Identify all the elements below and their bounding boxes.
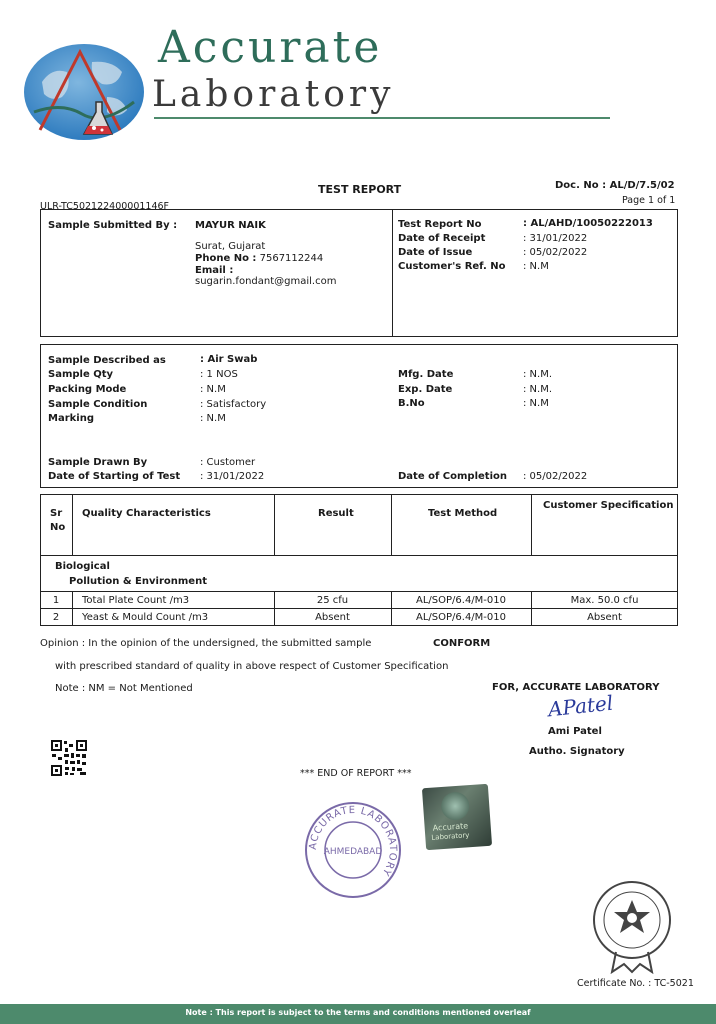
lab-logo — [22, 42, 146, 142]
exp-date-label: Exp. Date — [398, 384, 453, 395]
opinion-line2: with prescribed standard of quality in above respect of Customer Specification — [55, 661, 449, 672]
stamp-seal-icon — [303, 800, 403, 900]
drawn-by-value: : Customer — [200, 457, 256, 468]
customer-phone — [195, 253, 323, 264]
row2-spec: Absent — [587, 612, 622, 623]
col-divider-method — [531, 494, 532, 555]
row1-sr: 1 — [52, 595, 60, 606]
date-of-receipt-value: : 31/01/2022 — [523, 233, 588, 244]
start-date-label: Date of Starting of Test — [48, 471, 181, 482]
stamp-ring-text: ACCURATE LABORATORY — [307, 804, 399, 879]
phone-value: 7567112244 — [259, 253, 324, 264]
qr-code-icon — [50, 739, 88, 777]
report-title: TEST REPORT — [318, 183, 402, 196]
customer-ref-value: : N.M — [523, 261, 549, 272]
brand-name-line2: Laboratory — [152, 74, 395, 115]
row1-method: AL/SOP/6.4/M-010 — [416, 595, 506, 606]
table-row1-bottom — [40, 608, 678, 609]
packing-mode-label: Packing Mode — [48, 384, 127, 395]
ulr-number: ULR-TC502122400001146F — [40, 201, 170, 212]
submitted-by-label: Sample Submitted By : — [48, 220, 178, 231]
col-divider-result — [391, 494, 392, 555]
accreditation-seal — [590, 878, 674, 974]
subgroup-label: Pollution & Environment — [69, 576, 207, 587]
stamp-center-text: AHMEDABAD — [323, 847, 383, 857]
batch-no-value: : N.M — [523, 398, 549, 409]
header-quality: Quality Characteristics — [82, 508, 211, 519]
header-spec: Customer Specification — [543, 500, 674, 511]
lab-stamp — [303, 800, 403, 900]
signature: APatel — [546, 690, 615, 722]
mfg-date-label: Mfg. Date — [398, 369, 454, 380]
header-underline — [154, 117, 610, 119]
completion-date-value: : 05/02/2022 — [523, 471, 588, 482]
sample-qty-value: : 1 NOS — [200, 369, 238, 380]
customer-name: MAYUR NAIK — [195, 220, 266, 231]
row2-method: AL/SOP/6.4/M-010 — [416, 612, 506, 623]
signatory-name: Ami Patel — [548, 726, 602, 737]
email-label: Email : — [195, 265, 234, 276]
test-report-no-value: : AL/AHD/10050222013 — [523, 218, 653, 229]
test-report-no-label: Test Report No — [398, 219, 482, 230]
table-header-bottom — [40, 555, 678, 556]
sample-qty-label: Sample Qty — [48, 369, 114, 380]
brand-name-line1: Accurate — [158, 22, 383, 73]
phone-label: Phone No : — [195, 253, 257, 264]
customer-ref-label: Customer's Ref. No — [398, 261, 506, 272]
footer-note: Note : This report is subject to the terms and conditions mentioned overleaf — [185, 1008, 531, 1017]
hologram-globe-icon — [440, 791, 470, 821]
drawn-by-label: Sample Drawn By — [48, 457, 148, 468]
for-laboratory: FOR, ACCURATE LABORATORY — [492, 682, 660, 693]
header-result: Result — [318, 508, 354, 519]
sample-described-label: Sample Described as — [48, 355, 166, 366]
end-of-report: *** END OF REPORT *** — [300, 768, 412, 779]
start-date-value: : 31/01/2022 — [200, 471, 265, 482]
row2-quality: Yeast & Mould Count /m3 — [82, 612, 209, 623]
completion-date-label: Date of Completion — [398, 471, 507, 482]
opinion-verdict: CONFORM — [433, 638, 491, 649]
header-method: Test Method — [428, 508, 498, 519]
email-value: sugarin.fondant@gmail.com — [195, 276, 337, 287]
packing-mode-value: : N.M — [200, 384, 226, 395]
customer-city: Surat, Gujarat — [195, 241, 266, 252]
footer-bar — [0, 1004, 716, 1024]
row1-quality: Total Plate Count /m3 — [82, 595, 190, 606]
col-divider-sr-header — [72, 494, 73, 555]
row1-spec: Max. 50.0 cfu — [570, 595, 639, 606]
opinion-line1: Opinion : In the opinion of the undersigned, the submitted sample — [40, 638, 372, 649]
table-group-bottom — [40, 591, 678, 592]
row2-sr: 2 — [52, 612, 60, 623]
hologram-text-1: Accurate — [432, 821, 469, 833]
date-of-receipt-label: Date of Receipt — [398, 233, 486, 244]
certificate-number: Certificate No. : TC-5021 — [577, 978, 694, 989]
hologram-text-2: Laboratory — [431, 831, 470, 842]
exp-date-value: : N.M. — [523, 384, 553, 395]
globe-flask-icon — [22, 42, 146, 142]
sample-condition-value: : Satisfactory — [200, 399, 267, 410]
col-divider-quality-header — [274, 494, 275, 555]
marking-label: Marking — [48, 413, 94, 424]
page-number: Page 1 of 1 — [622, 195, 676, 206]
mfg-date-value: : N.M. — [523, 369, 553, 380]
batch-no-label: B.No — [398, 398, 425, 409]
sample-condition-label: Sample Condition — [48, 399, 148, 410]
doc-number: Doc. No : AL/D/7.5/02 — [555, 180, 675, 191]
note-nm: Note : NM = Not Mentioned — [55, 683, 193, 694]
header-no: No — [50, 522, 66, 533]
group-label: Biological — [55, 561, 110, 572]
signatory-title: Autho. Signatory — [529, 746, 625, 757]
qr-code — [50, 739, 88, 777]
header-sr: Sr — [50, 508, 63, 519]
date-of-issue-label: Date of Issue — [398, 247, 473, 258]
row1-result: 25 cfu — [316, 595, 349, 606]
customer-box-divider — [392, 209, 393, 337]
marking-value: : N.M — [200, 413, 226, 424]
date-of-issue-value: : 05/02/2022 — [523, 247, 588, 258]
row2-result: Absent — [315, 612, 350, 623]
accreditation-seal-icon — [590, 878, 674, 974]
hologram-sticker — [422, 784, 492, 850]
col-divider-sr-body — [72, 591, 73, 626]
sample-described-value: : Air Swab — [200, 354, 258, 365]
